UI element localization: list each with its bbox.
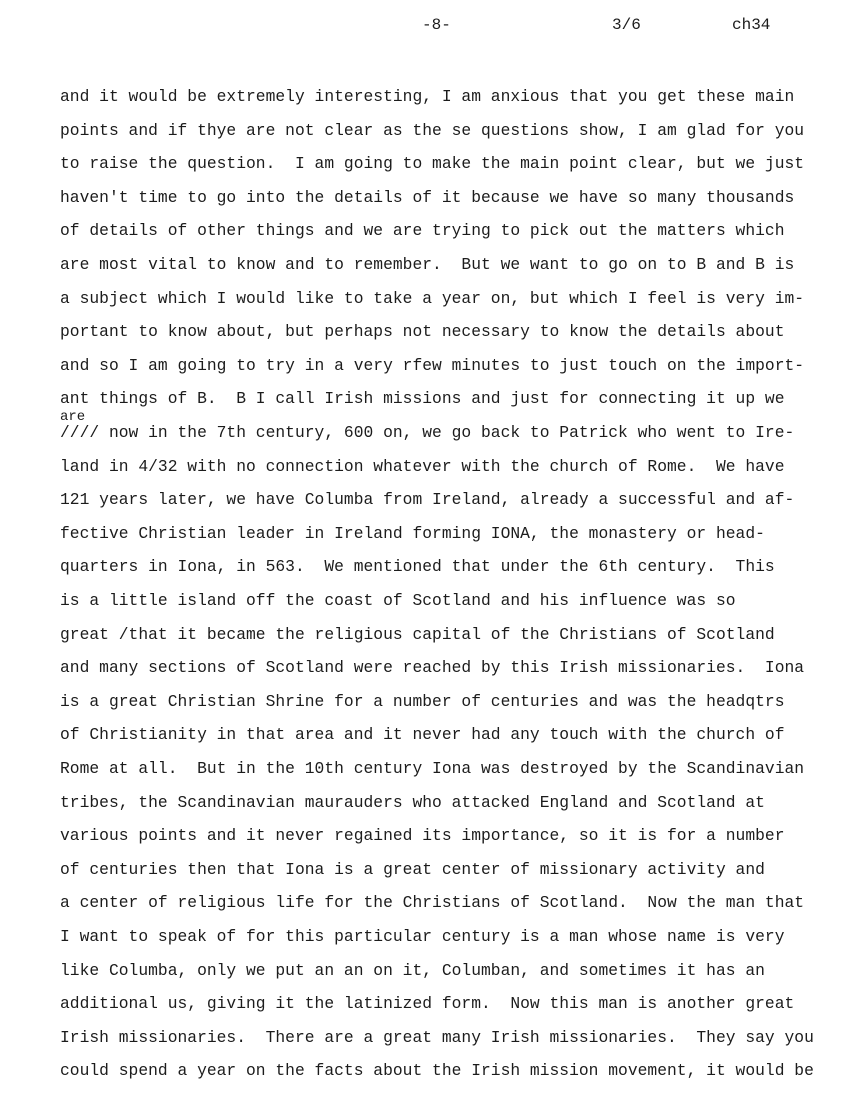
interlinear-insert: are: [60, 409, 86, 425]
text-line: a center of religious life for the Christians of Scotland. Now the man that: [60, 893, 805, 913]
text-line: is a little island off the coast of Scotland and his influence was so: [60, 591, 736, 610]
text-line: Irish missionaries. There are a great many Irish missionaries. They say you: [60, 1027, 814, 1047]
text-line: fective Christian leader in Ireland forming IONA, the monastery or head-: [60, 523, 765, 543]
text-line: tribes, the Scandinavian maurauders who attacked England and Scotland at: [60, 792, 765, 812]
text-line: portant to know about, but perhaps not necessary to know the details about: [60, 322, 785, 342]
text-line: haven't time to go into the details of it because we have so many thousands: [60, 187, 795, 207]
text-line: and so I am going to try in a very rfew minutes to just touch on the import-: [60, 355, 805, 375]
page-number: -8-: [422, 16, 451, 34]
text-line: additional us, giving it the latinized form. Now this man is another great: [60, 994, 795, 1014]
text-line: quarters in Iona, in 563. We mentioned that under the 6th century. This: [60, 557, 775, 577]
text-line: ant things of B. B I call Irish missions and just for connecting it up we: [60, 389, 785, 409]
text-line: 121 years later, we have Columba from Ireland, already a successful and af-: [60, 490, 795, 510]
text-line: to raise the question. I am going to make the main point clear, but we just: [60, 154, 805, 174]
text-line: and it would be extremely interesting, I am anxious that you get these main: [60, 87, 795, 106]
text-line: points and if thye are not clear as the se questions show, I am glad for you: [60, 120, 805, 140]
text-line: various points and it never regained its importance, so it is for a number: [60, 826, 785, 846]
text-line: are most vital to know and to remember. But we want to go on to B and B is: [60, 255, 795, 274]
text-line: great /that it became the religious capital of the Christians of Scotland: [60, 624, 775, 644]
text-line: is a great Christian Shrine for a number of centuries and was the headqtrs: [60, 691, 785, 711]
text-line: Rome at all. But in the 10th century Iona was destroyed by the Scandinavian: [60, 759, 805, 778]
page-date: 3/6: [612, 16, 641, 34]
text-line: of Christianity in that area and it never had any touch with the church of: [60, 725, 785, 745]
text-line: land in 4/32 with no connection whatever with the church of Rome. We have: [60, 456, 785, 476]
chapter-label: ch34: [732, 16, 771, 34]
text-line: of centuries then that Iona is a great center of missionary activity and: [60, 859, 765, 879]
text-line: like Columba, only we put an an on it, Columban, and sometimes it has an: [60, 960, 765, 980]
text-line: and many sections of Scotland were reached by this Irish missionaries. Iona: [60, 658, 805, 678]
text-line: of details of other things and we are trying to pick out the matters which: [60, 221, 785, 241]
text-line: //// now in the 7th century, 600 on, we go back to Patrick who went to Ire-: [60, 423, 795, 442]
text-line: I want to speak of for this particular century is a man whose name is very: [60, 927, 785, 946]
text-line: could spend a year on the facts about the Irish mission movement, it would be: [60, 1061, 814, 1081]
text-line: a subject which I would like to take a year on, but which I feel is very im-: [60, 288, 805, 308]
